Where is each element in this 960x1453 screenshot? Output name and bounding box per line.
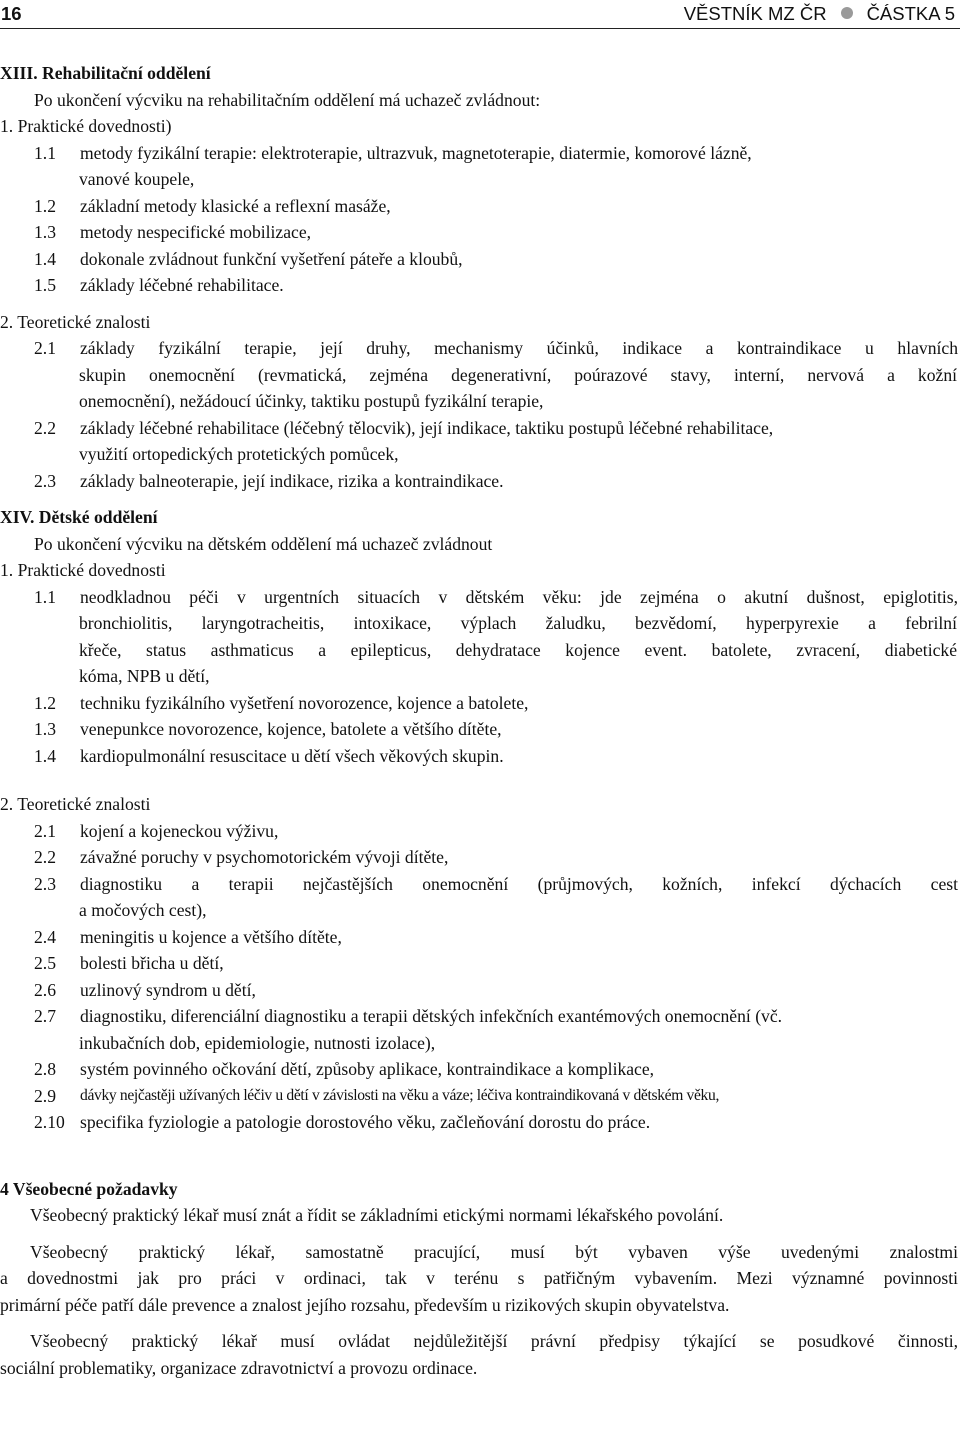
list-item: 1.5 základy léčebné rehabilitace.: [34, 275, 284, 295]
section-xiv-intro: Po ukončení výcviku na dětském oddělení má uchazeč zvládnout: [34, 533, 493, 554]
list-item: 2.4 meningitis u kojence a většího dítěte,: [34, 926, 342, 947]
list-item: 1.2 techniku fyzikálního vyšetření novorozence, kojence a batolete,: [34, 692, 529, 713]
bullet-dot-icon: [841, 7, 853, 19]
section-xiii-theory-list: [0, 335, 958, 494]
journal-name: VĚSTNÍK MZ ČR: [683, 3, 827, 24]
list-item: 2.7 diagnostiku, diferenciální diagnostiku a terapii dětských infekčních exantémových onemocnění (vč.: [34, 1006, 783, 1026]
list-item: 1.4 kardiopulmonální resuscitace u dětí všech věkových skupin.: [34, 745, 504, 766]
section-xiv-practical-heading: 1. Praktické dovednosti: [0, 560, 166, 580]
list-item: 2.8 systém povinného očkování dětí, způsoby aplikace, kontraindikace a komplikace,: [34, 1059, 655, 1079]
list-item: 2.3 základy balneoterapie, její indikace, rizika a kontraindikace.: [34, 470, 504, 491]
list-item: 2.1 základy fyzikální terapie, její druhy, mechanismy účinků, indikace a kontraindikace u hlavních: [34, 338, 958, 358]
document-body: [0, 60, 958, 1381]
section-xiv-practical-list: [0, 584, 958, 770]
list-item-continuation: a močových cest),: [79, 900, 207, 920]
section-4-paragraph-1: Všeobecný praktický lékař musí znát a řídit se základními etickými normami lékařského povolání.: [30, 1205, 724, 1225]
list-item-continuation: kóma, NPB u dětí,: [79, 666, 210, 686]
section-xiv-theory-heading: 2. Teoretické znalosti: [0, 794, 151, 814]
page-header: [0, 0, 960, 29]
list-item-continuation: bronchiolitis, laryngotracheitis, intoxikace, výplach žaludku, bezvědomí, hyperpyrexie a febrilní: [79, 613, 957, 633]
section-xiii-intro: Po ukončení výcviku na rehabilitačním oddělení má uchazeč zvládnout:: [34, 89, 541, 110]
section-xiii-practical-list: [0, 140, 958, 299]
journal-title: [684, 3, 955, 25]
list-item: 1.3 venepunkce novorozence, kojence, batolete a většího dítěte,: [34, 719, 502, 739]
list-item: 1.1 metody fyzikální terapie: elektroterapie, ultrazvuk, magnetoterapie, diatermie, komorové lázně,: [34, 142, 752, 163]
list-item: 2.1 kojení a kojeneckou výživu,: [34, 820, 279, 841]
section-4-title: 4 Všeobecné požadavky: [0, 1178, 178, 1199]
list-item: 1.1 neodkladnou péči v urgentních situacích v dětském věku: jde zejména o akutní dušnost, epiglotitis,: [34, 586, 958, 607]
list-item-continuation: využití ortopedických protetických pomůcek,: [79, 444, 399, 464]
list-item-continuation: skupin onemocnění (revmatická, zejména degenerativní, poúrazové stavy, interní, nervová a kožní: [79, 364, 957, 385]
section-xiv-title: XIV. Dětské oddělení: [0, 507, 158, 527]
section-xiii-practical-heading: 1. Praktické dovednosti): [0, 116, 172, 136]
section-xiv-theory-list: [0, 818, 958, 1136]
section-4-paragraph-2: Všeobecný praktický lékař, samostatně pracující, musí být vybaven výše uvedenými znalostmi a dovednostmi jak pro práci v ordinaci, tak v terénu s patřičným vybavením. Mezi významné povinnosti primární péče patří dále prevence a znalost jejího rozsahu, především u rizikových skupin obyvatelstva.: [0, 1241, 958, 1315]
list-item: 1.2 základní metody klasické a reflexní masáže,: [34, 195, 391, 216]
page-number: 16: [1, 3, 22, 24]
section-xiii-title: XIII. Rehabilitační oddělení: [0, 63, 211, 83]
list-item: 1.3 metody nespecifické mobilizace,: [34, 222, 312, 242]
list-item: 2.10 specifika fyziologie a patologie dorostového věku, začleňování dorostu do práce.: [34, 1112, 651, 1132]
list-item: 2.9 dávky nejčastěji užívaných léčiv u dětí v závislosti na věku a váze; léčiva kontraindikovaná v dětském věku,: [34, 1085, 719, 1106]
section-xiii-theory-heading: 2. Teoretické znalosti: [0, 311, 151, 332]
list-item-continuation: inkubačních dob, epidemiologie, nutnosti izolace),: [79, 1032, 436, 1053]
list-item: 2.3 diagnostiku a terapii nejčastějších onemocnění (průjmových, kožních, infekcí dýchacích cest: [34, 873, 958, 894]
list-item: 1.4 dokonale zvládnout funkční vyšetření páteře a kloubů,: [34, 248, 463, 269]
section-4-paragraph-3: Všeobecný praktický lékař musí ovládat nejdůležitější právní předpisy týkající se posudkové činnosti, sociální problematiky, organizace zdravotnictví a provozu ordinace.: [0, 1331, 958, 1378]
list-item: 2.5 bolesti břicha u dětí,: [34, 953, 224, 973]
list-item-continuation: křeče, status asthmaticus a epilepticus, dehydratace kojence event. batolete, zvracení, diabetické: [79, 639, 957, 660]
list-item: 2.6 uzlinový syndrom u dětí,: [34, 979, 256, 1000]
list-item-continuation: onemocnění), nežádoucí účinky, taktiku postupů fyzikální terapie,: [79, 391, 544, 411]
journal-part: ČÁSTKA 5: [866, 3, 955, 24]
list-item-continuation: vanové koupele,: [79, 169, 195, 189]
list-item: 2.2 závažné poruchy v psychomotorickém vývoji dítěte,: [34, 847, 449, 867]
list-item: 2.2 základy léčebné rehabilitace (léčebný tělocvik), její indikace, taktiku postupů léčebné rehabilitace,: [34, 417, 774, 438]
